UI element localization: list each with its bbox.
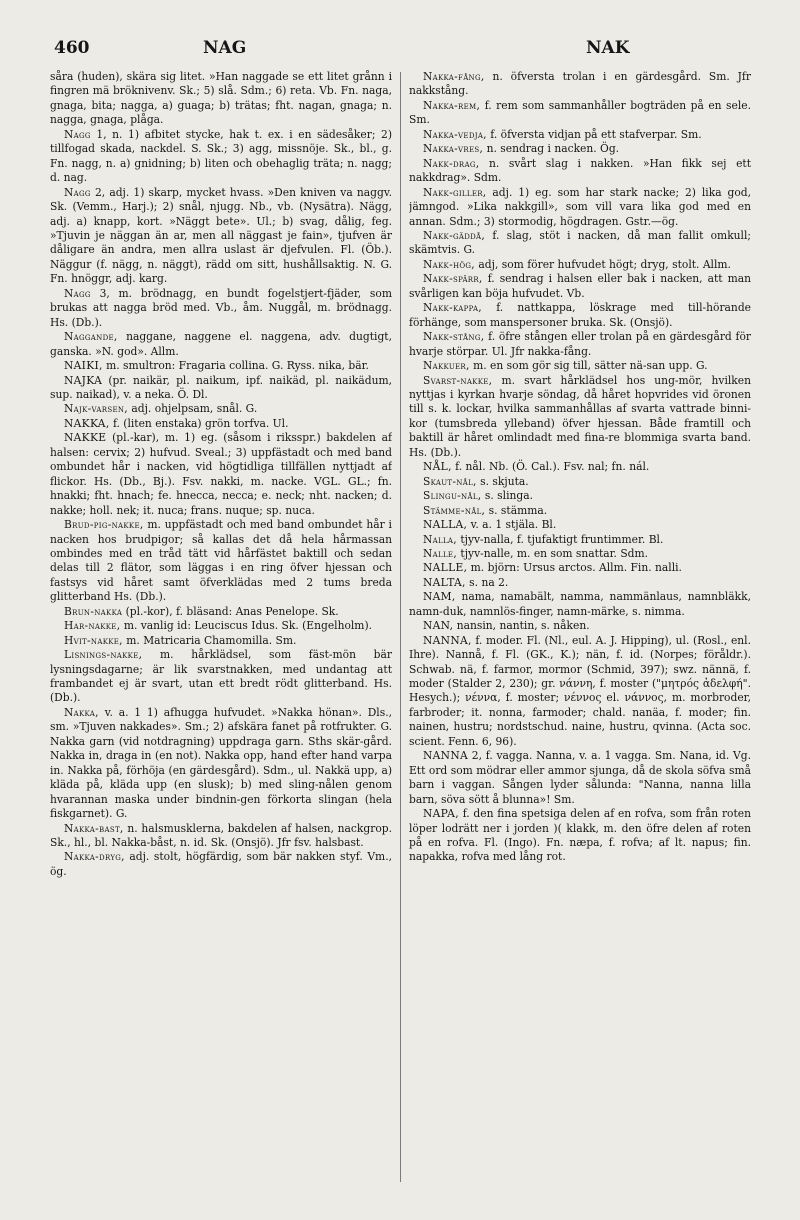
dictionary-entry [50, 417, 392, 431]
entry-text: (pl.-kor), f. bläsand: Anas Penelope. Sk. [125, 604, 339, 618]
dictionary-entry [50, 70, 392, 128]
headword: Nagg [64, 185, 91, 199]
headword: Lisnings-nakke, [64, 648, 143, 662]
entry-text: m. svart hårklädsel hos ung-mör, hvilken nyttjas i kyrkan hvarje söndag, då håret hopvrides vid öronen till s. k. lockar, hvilka sammanhållas af svarta vattrade binni-kor (tumsbreda ylleband) öfver hjessan. Både framtill och baktill är håret omlindadt med fina-re blommiga svarta band. Hs. (Db.). [409, 373, 751, 459]
entry-text: m. björn: Ursus arctos. Allm. Fin. nalli. [470, 561, 682, 575]
entry-text: adj. ohjelpsam, snål. G. [131, 402, 258, 416]
dictionary-entry [409, 489, 751, 503]
entry-text: (pl.-kar), m. 1) eg. (såsom i riksspr.) bakdelen af halsen: cervix; 2) hufvud. Sveal.; 3) uppfästadt och med band ombundet hår i nacken, vid högtidliga tillfällen nyttjadt af flickor. Hs. (Db., Bj.). Fsv. nakki, m. nacke. VGL. GL.; fn. hnakki; fht. hnach; fe. hnecca, necca; e. neck; nht. nacken; d. nakke; holl. nek; it. nuca; frans. nuque; sp. nuca. [50, 431, 392, 517]
dictionary-entry [409, 518, 751, 532]
entry-text: f. slag, stöt i nacken, då man fallit omkull; skämtvis. G. [409, 228, 751, 257]
dictionary-entry [409, 128, 751, 142]
entry-text: adj. stolt, högfärdig, som bär nakken styf. Vm., ög. [50, 850, 392, 878]
dictionary-entry [50, 287, 392, 330]
dictionary-entry [409, 460, 751, 474]
headword: Slingu-nål, [423, 489, 482, 503]
dictionary-entry [409, 619, 751, 633]
dictionary-entry [50, 648, 392, 706]
entry-text: f. nattkappa, löskrage med till-hörande förhänge, som manspersoner bruka. Sk. (Onsjö). [409, 301, 751, 329]
dictionary-entry [409, 749, 751, 807]
headword: NANNA, [423, 633, 472, 647]
entry-text: nama, namabält, namma, nammänlaus, namnbläkk, namn-duk, namnlös-finger, namn-märke, s. nimma. [409, 590, 751, 618]
dictionary-entry [409, 272, 751, 301]
dictionary-entry [50, 186, 392, 287]
headword: Nakka-vedja, [423, 127, 487, 141]
headword: Nakkuer, [423, 359, 470, 373]
entry-text: m. smultron: Fragaria collina. G. Ryss. nika, bär. [106, 359, 369, 373]
headword: Nakk-kappa, [423, 301, 483, 315]
headword: Nakk-stång, [423, 330, 485, 344]
dictionary-entry [50, 619, 392, 633]
entry-text: v. a. 1 stjäla. Bl. [470, 518, 557, 532]
entry-text: s. na 2. [469, 575, 509, 589]
headword: NAIKI, [64, 359, 103, 373]
dictionary-entry [50, 402, 392, 416]
headword: Nakk-spärr, [423, 272, 483, 286]
headword: Nakk-drag, [423, 156, 480, 170]
headword: Nakka-bast, [64, 821, 124, 835]
headword: NAPA, [423, 807, 459, 821]
headword: Skaut-nål, [423, 474, 477, 488]
dictionary-entry [50, 374, 392, 403]
entry-text: m. en som gör sig till, sätter nä-san upp. G. [473, 359, 708, 373]
dictionary-entry [50, 822, 392, 851]
headword: NAN, [423, 619, 454, 633]
entry-text: f. nål. Nb. (Ö. Cal.). Fsv. nal; fn. nál. [455, 460, 650, 474]
headword: NALLE, [423, 561, 468, 575]
headword: NAJKA [64, 373, 103, 387]
entry-text: 2, adj. 1) skarp, mycket hvass. »Den kniven va naggv. Sk. (Vemm., Harj.); 2) snål, njugg. Nb., vb. (Nysätra). Nägg, adj. a) knapp, kort. »Näggt bete». Ul.; b) svag, dålig, feg. »Tjuvin je näggan än ar, men all näggast je fain», tjufven är dåligare än andra, men allra uslast är djefvulen. Fl. (Öb.). Näggur (f. nägg, n. näggt), rädd om sitt, hushållsaktig. N. G. Fn. hnöggr, adj. karg. [50, 185, 392, 286]
dictionary-entry [409, 258, 751, 272]
headword: NALLA, [423, 518, 468, 532]
entry-text: s. stämma. [488, 503, 548, 517]
dictionary-entry [409, 533, 751, 547]
headword: NAKKA, [64, 416, 110, 430]
entry-text: m. uppfästadt och med band ombundet hår i nacken hos brudpigor; så kallas det då hela hårmassan ombindes med en tråd tätt vid hårfästet baktill och sedan delas till 2 flätor, som läggas i en ring öfver hjessan och fastsys vid håret samt öfverklädas med 2 tums breda glitterband Hs. (Db.). [50, 518, 392, 604]
headword: NAKKE [64, 431, 107, 445]
headword: Har-nakke, [64, 619, 121, 633]
entry-text: adj, som förer hufvudet högt; dryg, stolt. Allm. [478, 257, 731, 271]
dictionary-entry [409, 590, 751, 619]
dictionary-entry [409, 186, 751, 229]
headword: Nakka-rem, [423, 98, 481, 112]
dictionary-entry [50, 850, 392, 879]
headword: Brun-nakka [64, 604, 123, 618]
headword: Najk-varsen, [64, 402, 128, 416]
dictionary-entry [50, 518, 392, 605]
entry-text: f. öfversta vidjan på ett stafverpar. Sm. [490, 127, 702, 141]
headword: Nakka-vres, [423, 142, 484, 156]
dictionary-entry [409, 475, 751, 489]
headword: Hvit-nakke, [64, 633, 123, 647]
headword: Nagg [64, 286, 91, 300]
headword: NALTA, [423, 575, 466, 589]
entry-text: adj. 1) eg. som har stark nacke; 2) lika god, jämngod. »Lika nakkgill», som vill vara lika god med en annan. Sdm.; 3) stormodig, högdragen. Gstr.—ög. [409, 185, 751, 228]
dictionary-entry [409, 504, 751, 518]
dictionary-entry [50, 330, 392, 359]
entry-text: s. slinga. [484, 489, 533, 503]
column-divider [400, 72, 401, 1182]
entry-text: m. hårklädsel, som fäst-mön bär lysningsdagarne; är lik svarstnakken, med undantag att frambandet ej är svart, utan ett bredt rödt glitterband. Hs. (Db.). [50, 648, 392, 705]
page-number: 460 [54, 38, 90, 58]
headword: NAM, [423, 590, 456, 604]
headword: NÅL, [423, 460, 452, 474]
dictionary-entry [409, 807, 751, 865]
entry-text: n. svårt slag i nakken. »Han fikk sej ett nakkdrag». Sdm. [409, 156, 751, 185]
dictionary-entry [409, 70, 751, 99]
left-guide-word: NAG [203, 38, 247, 58]
dictionary-entry [409, 359, 751, 373]
headword: Brud-pig-nakke, [64, 518, 144, 532]
dictionary-entry [409, 301, 751, 330]
dictionary-entry [409, 99, 751, 128]
entry-text: f. moder. Fl. (Nl., eul. A. J. Hipping), ul. (Rosl., enl. Ihre). Nannå, f. Fl. (GK., K.); nän, f. id. (Norpes; föråldr.). Schwab. nä, f. farmor, mormor (Schmid, 397); swz. nännä, f. moder (Stalder 2, 230); gr. νάννη, f. moster ("μητρός ἀδελφή". Hesych.); νέννα, f. moster; νέννος el. νάννος, m. morbroder, farbroder; it. nonna, farmoder; chald. nanäa, f. moder; fin. nainen, hustru; nordstschud. naine, hustru, qvinna. (Acta soc. scient. Fenn. 6, 96). [409, 633, 751, 748]
entry-text: f. (liten enstaka) grön torfva. Ul. [112, 416, 289, 430]
entry-text: naggane, naggene el. naggena, adv. dugtigt, ganska. »N. god». Allm. [50, 330, 392, 358]
entry-text: n. öfversta trolan i en gärdesgård. Sm. Jfr nakkstång. [409, 70, 751, 98]
entry-text: 1, n. 1) afbitet stycke, hak t. ex. i en sädesåker; 2) tillfogad skada, nackdel. S. Sk.; 3) agg, missnöje. Sk., bl., g. Fn. nagg, n. a) gnidning; b) liten och obehaglig träta; n. nagg; d. nag. [50, 127, 392, 185]
headword: Nalle, [423, 546, 458, 560]
dictionary-entry [50, 605, 392, 619]
entry-text: s. skjuta. [480, 474, 529, 488]
headword: NANNA [423, 749, 468, 763]
entry-text: n. halsmusklerna, bakdelen af halsen, nackgrop. Sk., hl., bl. Nakka-båst, n. id. Sk. (Onsjö). Jfr fsv. halsbast. [50, 821, 392, 850]
entry-text: såra (huden), skära sig litet. »Han naggade se ett litet grånn i fingren mä bröknivenv. Sk.; 5) slå. Sdm.; 6) reta. Vb. Fn. naga, gnaga, bita; nagga, a) guaga; b) trätas; fht. nagan, gnaga; n. nagga, gnaga, plåga. [50, 70, 392, 127]
dictionary-entry [409, 634, 751, 750]
headword: Nakk-giller, [423, 185, 487, 199]
right-column [409, 70, 751, 1190]
dictionary-entry [409, 229, 751, 258]
headword: Nakka, [64, 705, 99, 719]
dictionary-entry [409, 157, 751, 186]
dictionary-entry [409, 576, 751, 590]
entry-text: 2, f. vagga. Nanna, v. a. 1 vagga. Sm. Nana, id. Vg. Ett ord som mödrar eller ammor sjunga, då de skola söfva små barn i vaggan. Sången lyder sålunda: "Nanna, nanna lilla barn, söva sött å blunna»! Sm. [409, 749, 751, 806]
right-guide-word: NAK [586, 38, 630, 58]
dictionary-entry [50, 634, 392, 648]
dictionary-entry [50, 431, 392, 518]
headword: Nakka-fång, [423, 70, 485, 83]
dictionary-entry [409, 561, 751, 575]
dictionary-entry [409, 374, 751, 461]
entry-text: 3, m. brödnagg, en bundt fogelstjert-fjäder, som brukas att nagga bröd med. Vb., åm. Nuggål, m. brödnagg. Hs. (Db.). [50, 286, 392, 329]
entry-text: v. a. 1 1) afhugga hufvudet. »Nakka hönan». Dls., sm. »Tjuven nakkades». Sm.; 2) afskära fanet på rotfrukter. G. Nakka garn (vid notdragning) uppdraga garn. Sths skär-gård. Nakka in, draga in (en not). Nakka opp, hand efter hand varpa in. Nakka på, förhöja (en gärdesgård). Sdm., ul. Nakkä upp, a) kläda på, kläda upp (en slusk); b) med sling-nålen genom hvarannan maska under bindnin-gen förkorta slingan (hela fiskgarnet). G. [50, 705, 392, 821]
dictionary-entry [50, 706, 392, 822]
dictionary-entry [409, 330, 751, 359]
left-column [50, 70, 392, 1190]
dictionary-entry [409, 142, 751, 156]
entry-text: tjyv-nalle, m. en som snattar. Sdm. [460, 546, 649, 560]
headword: Nakk-gäddå, [423, 228, 486, 242]
dictionary-entry [50, 128, 392, 186]
entry-text: tjyv-nalla, f. tjufaktigt fruntimmer. Bl. [460, 532, 664, 546]
entry-text: m. vanlig id: Leuciscus Idus. Sk. (Engelholm). [123, 619, 373, 633]
entry-text: f. sendrag i halsen eller bak i nacken, att man svårligen kan böja hufvudet. Vb. [409, 272, 751, 300]
entry-text: f. den fina spetsiga delen af en rofva, som från roten löper lodrätt ner i jorden )( klakk, m. den öfre delen af roten på en rofva. Fl. (Ingo). Fn. næpa, f. rofva; af lt. napus; fin. napakka, rofva med lång rot. [409, 807, 751, 864]
dictionary-entry [409, 547, 751, 561]
entry-text: n. sendrag i nacken. Ög. [486, 142, 620, 156]
headword: Nagg [64, 127, 91, 141]
entry-text: (pr. naikär, pl. naikum, ipf. naikäd, pl. naikädum, sup. naikad), v. a neka. Ö. Dl. [50, 373, 392, 401]
headword: Naggande, [64, 330, 118, 344]
entry-text: nansin, nantin, s. nåken. [456, 619, 590, 633]
headword: Stämme-nål, [423, 503, 486, 517]
entry-text: f. rem som sammanhåller bogträden på en sele. Sm. [409, 98, 751, 127]
headword: Nakka-dryg, [64, 850, 125, 864]
entry-text: m. Matricaria Chamomilla. Sm. [126, 633, 297, 647]
headword: Nalla, [423, 532, 457, 546]
headword: Nakk-hög, [423, 257, 476, 271]
headword: Svarst-nakke, [423, 373, 493, 387]
dictionary-entry [50, 359, 392, 373]
entry-text: f. öfre stången eller trolan på en gärdesgård för hvarje störpar. Ul. Jfr nakka-fång. [409, 330, 751, 358]
